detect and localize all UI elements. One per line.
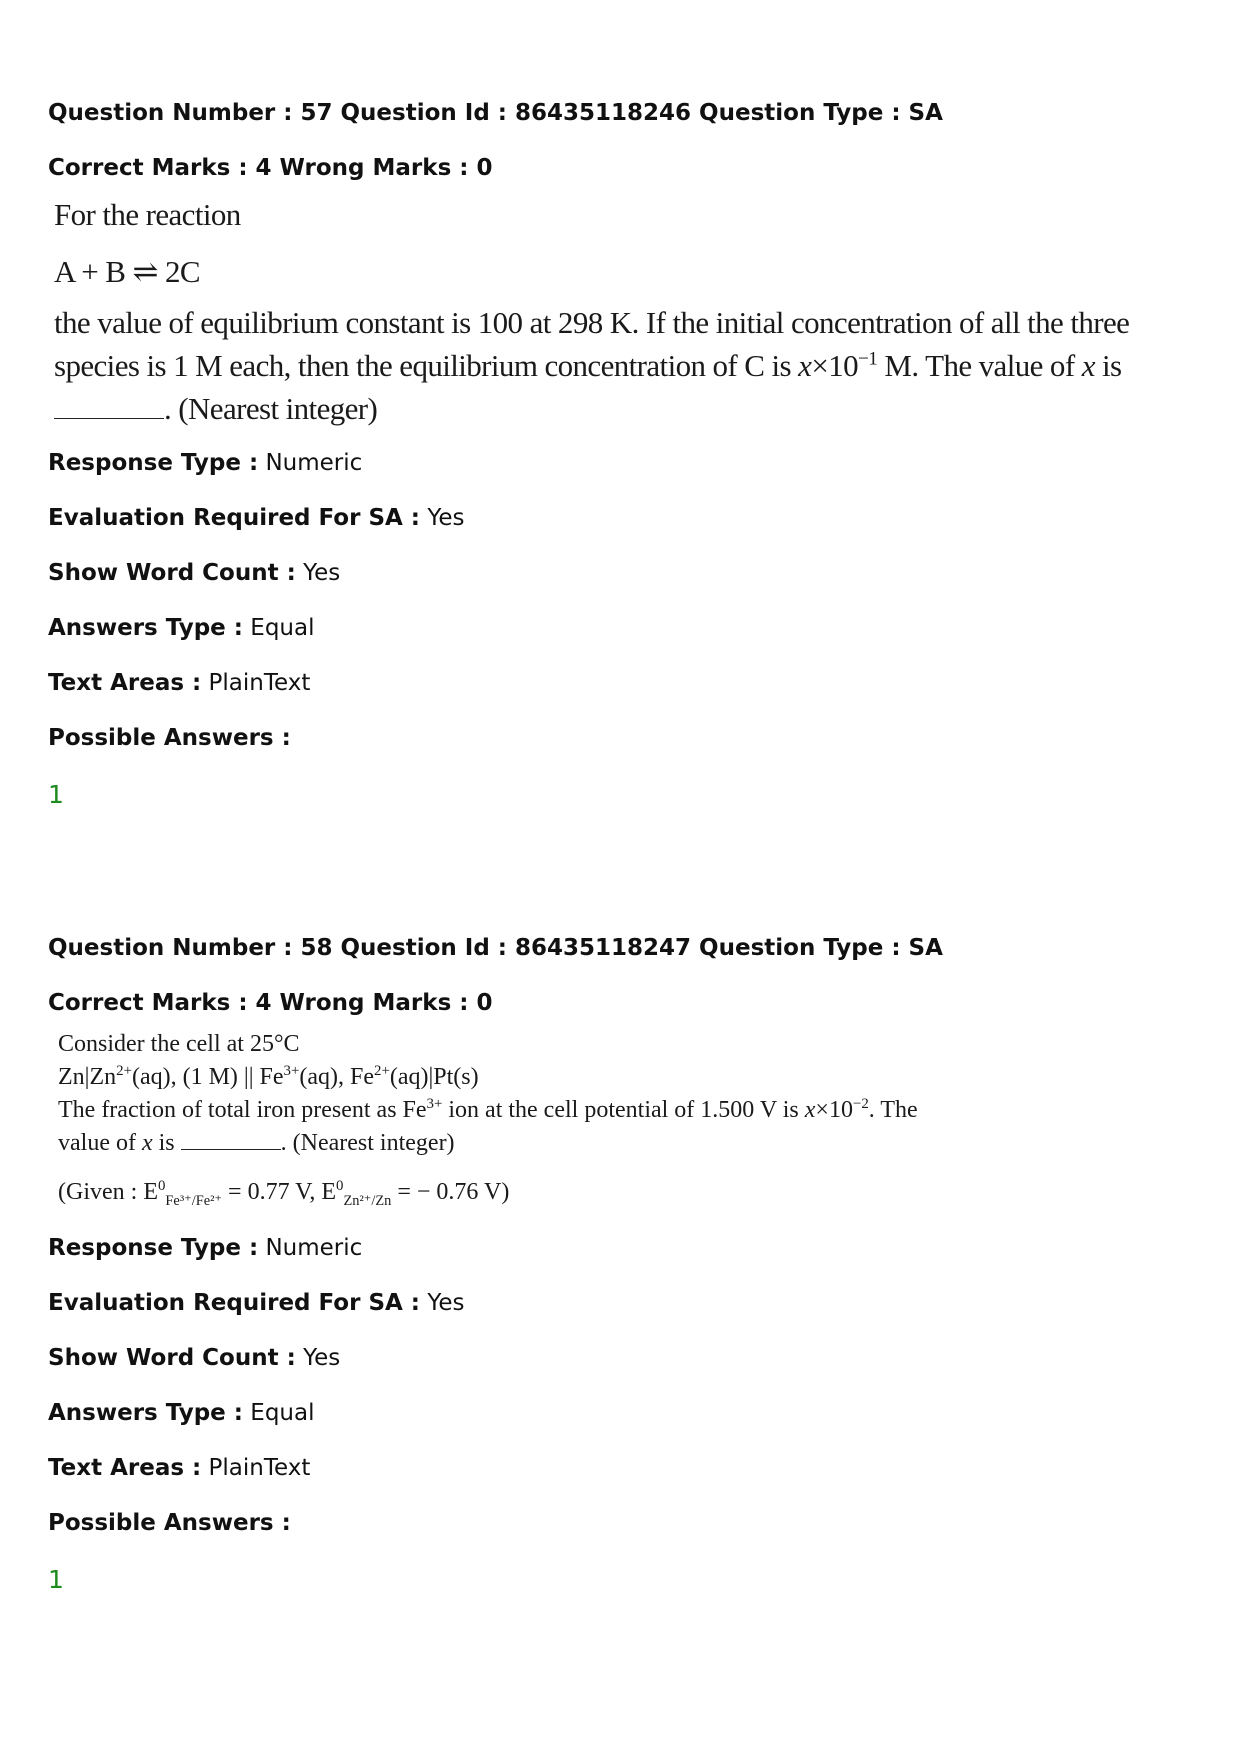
exponent: −2 [852,1096,869,1112]
text-span: (aq), (1 M) || Fe [131,1064,284,1090]
question-marks: Correct Marks : 4 Wrong Marks : 0 [48,155,493,181]
field-value: Yes [303,1345,341,1371]
text-span: is [152,1130,181,1156]
evaluation-required-field [48,503,1148,533]
text-span: = − 0.76 V) [391,1179,510,1205]
show-word-count-field [48,558,1148,588]
electrode-potential-zn [336,1176,391,1209]
text-areas-field [48,668,1148,698]
field-value: Yes [303,560,341,586]
question-text [58,1028,1148,1209]
variable-x: x [798,348,812,383]
field-label: Answers Type : [48,1400,243,1426]
text-span: = 0.77 V, E [222,1179,337,1205]
field-value: Yes [427,505,465,531]
electrode-potential-fe [158,1176,222,1209]
variable-x: x [1081,348,1095,383]
field-label: Response Type : [48,450,259,476]
text-span: M. The value of [877,348,1082,383]
text-span: . The [868,1097,918,1123]
field-label: Evaluation Required For SA : [48,1290,421,1316]
answers-type-field [48,613,1148,643]
standard-symbol: 0 [336,1178,344,1194]
text-areas-field [48,1453,1148,1483]
field-label: Evaluation Required For SA : [48,505,421,531]
field-label: Text Areas : [48,670,202,696]
text-span: (aq)|Pt(s) [389,1064,479,1090]
field-value: Yes [427,1290,465,1316]
field-label: Possible Answers : [48,1510,291,1536]
field-label: Text Areas : [48,1455,202,1481]
charge: 2+ [116,1063,132,1079]
field-label: Response Type : [48,1235,259,1261]
charge: 3+ [426,1096,443,1112]
question-block-58 [48,933,1148,1597]
answers-type-field [48,1398,1148,1428]
response-type-field [48,1233,1148,1263]
field-label: Show Word Count : [48,1345,296,1371]
field-value: Equal [250,1400,315,1426]
charge: 2+ [374,1063,390,1079]
evaluation-required-field [48,1288,1148,1318]
field-value: PlainText [208,1455,311,1481]
question-header: Question Number : 58 Question Id : 86435118247 Question Type : SA [48,935,943,961]
text-span: species is 1 M each, then the equilibrium concentration of C is [54,348,799,383]
field-label: Possible Answers : [48,725,291,751]
half-cell-fe: Fe³⁺/Fe²⁺ [165,1192,223,1209]
question-line-2 [54,344,1148,387]
question-marks: Correct Marks : 4 Wrong Marks : 0 [48,990,493,1016]
field-value: Numeric [265,1235,363,1261]
exponent: −1 [858,348,878,370]
text-span: . (Nearest integer) [280,1130,455,1156]
question-text [54,193,1148,430]
text-span: (Given : E [58,1179,158,1205]
question-line-1: the value of equilibrium constant is 100 at 298 K. If the initial concentration of all the three [54,305,1130,340]
field-label: Answers Type : [48,615,243,641]
possible-answer-value: 1 [48,780,64,809]
reaction-equation: A + B ⇌ 2C [54,254,200,289]
text-span: . (Nearest integer) [164,391,378,426]
response-type-field [48,448,1148,478]
question-block-57 [48,98,1148,812]
field-value: PlainText [208,670,311,696]
possible-answer-value: 1 [48,1565,64,1594]
text-span: (aq), Fe [299,1064,374,1090]
charge: 3+ [283,1063,300,1079]
possible-answers-field [48,1508,1148,1538]
text-span: ×10 [811,348,859,383]
question-intro: For the reaction [54,197,241,232]
cell-notation [58,1061,1148,1094]
text-span: value of [58,1130,142,1156]
text-span: ×10 [815,1097,853,1123]
standard-symbol: 0 [157,1178,166,1194]
question-line-3 [54,387,1148,430]
text-span: is [1094,348,1122,383]
text-span: The fraction of total iron present as Fe [58,1097,427,1123]
variable-x: x [141,1130,153,1156]
given-values [58,1176,1148,1209]
question-line-value [58,1127,1148,1160]
field-value: Numeric [265,450,363,476]
field-value: Equal [250,615,315,641]
field-label: Show Word Count : [48,560,296,586]
possible-answers-field [48,723,1148,753]
show-word-count-field [48,1343,1148,1373]
text-span: Zn|Zn [58,1064,117,1090]
text-span: ion at the cell potential of 1.500 V is [442,1097,805,1123]
answer-blank [181,1148,281,1150]
half-cell-zn: Zn²⁺/Zn [343,1192,392,1209]
question-header: Question Number : 57 Question Id : 86435118246 Question Type : SA [48,100,943,126]
answer-blank [54,417,164,419]
question-line-fraction [58,1094,1148,1127]
variable-x: x [804,1097,816,1123]
question-intro: Consider the cell at 25°C [58,1031,300,1057]
